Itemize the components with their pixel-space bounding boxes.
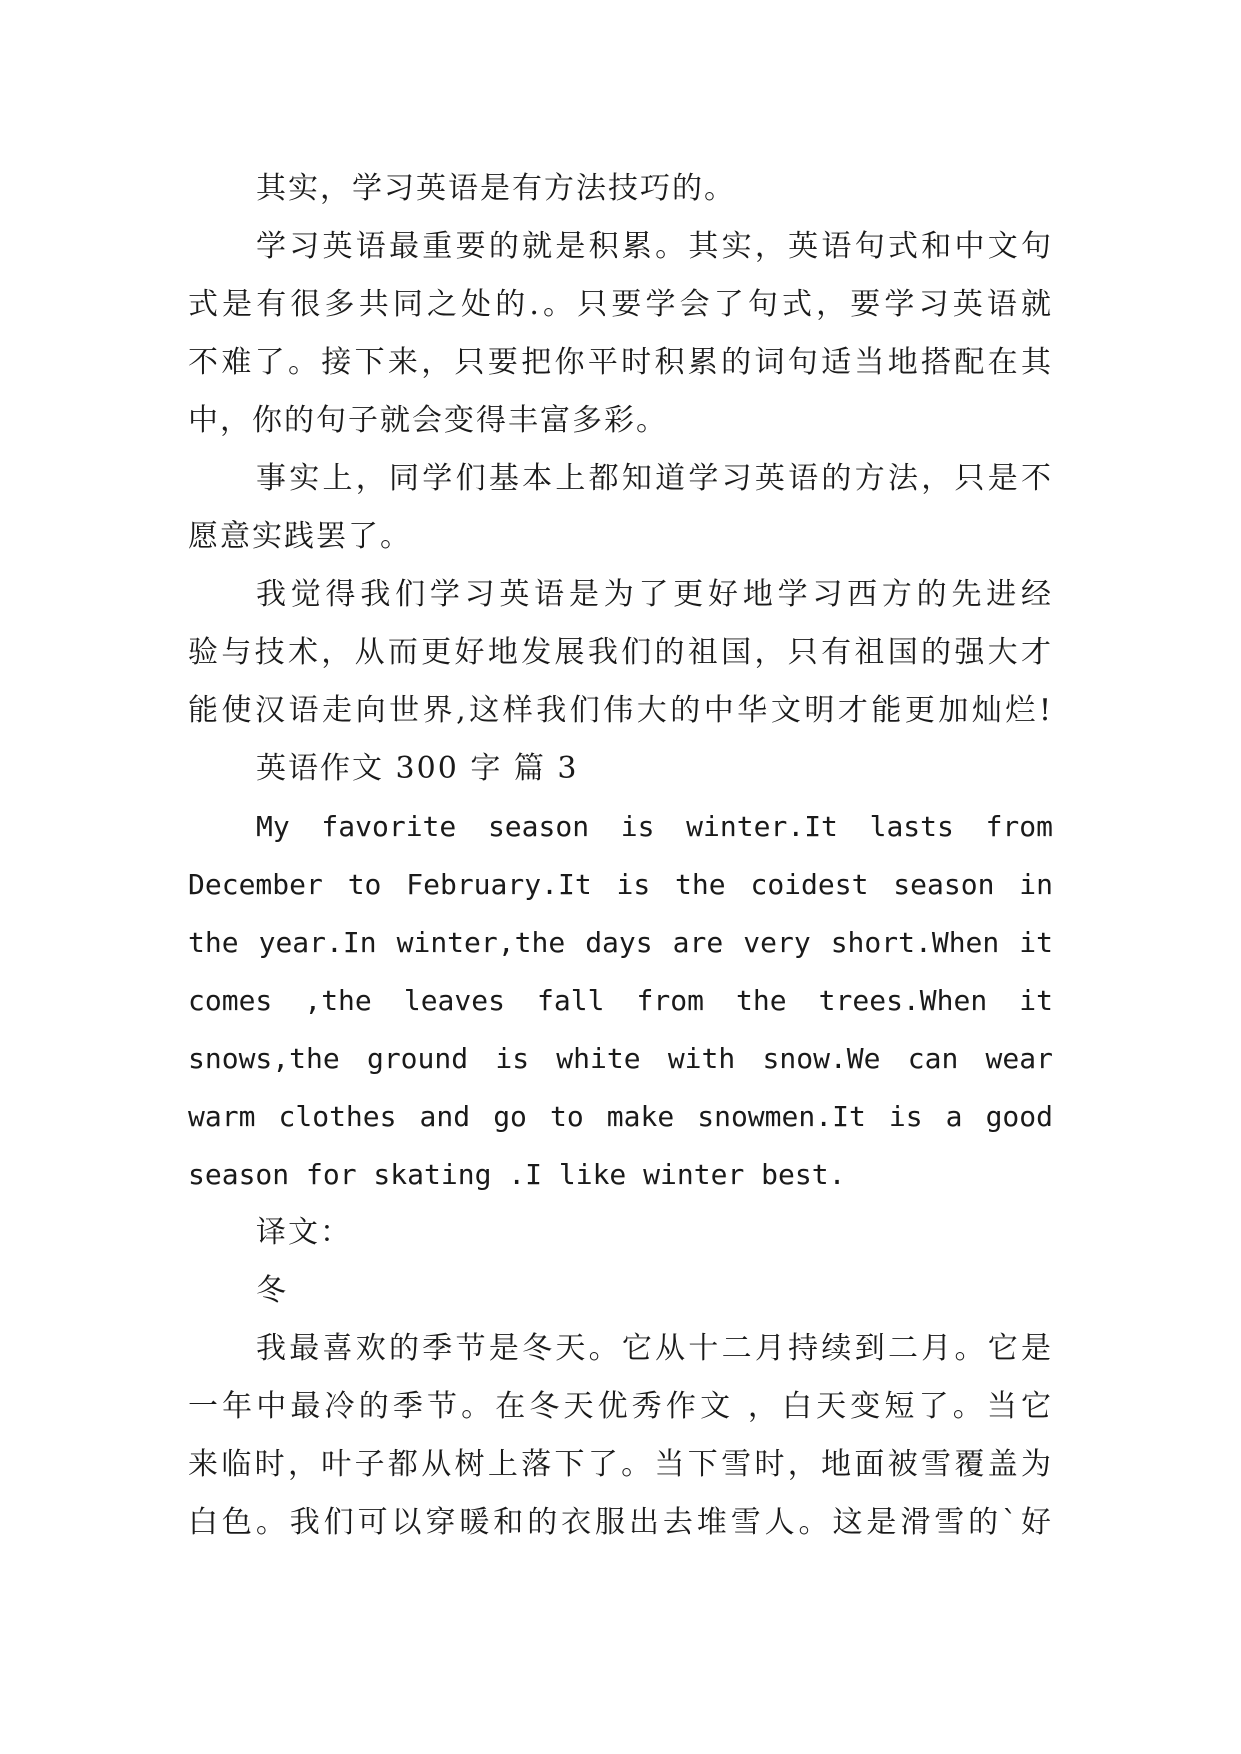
translation-title: 冬 bbox=[256, 1273, 288, 1308]
translation-label: 译文： bbox=[256, 1215, 352, 1250]
text-line: warm clothes and go to make snowmen.It is a good bbox=[188, 1100, 1053, 1133]
text-line: 事实上，同学们基本上都知道学习英语的方法，只是不 bbox=[256, 461, 1053, 496]
text-line: 白色。我们可以穿暖和的衣服出去堆雪人。这是滑雪的`好 bbox=[188, 1505, 1053, 1540]
text-line: 一年中最冷的季节。在冬天优秀作文 ，白天变短了。当它 bbox=[188, 1389, 1053, 1424]
text-line: 学习英语最重要的就是积累。其实，英语句式和中文句 bbox=[256, 229, 1053, 264]
text-line: 不难了。接下来，只要把你平时积累的词句适当地搭配在其 bbox=[188, 345, 1053, 380]
text-line: 我最喜欢的季节是冬天。它从十二月持续到二月。它是 bbox=[256, 1331, 1053, 1366]
text-line: 中，你的句子就会变得丰富多彩。 bbox=[188, 403, 668, 438]
text-line: snows,the ground is white with snow.We can wear bbox=[188, 1042, 1053, 1075]
text-line: season for skating .I like winter best. bbox=[188, 1158, 846, 1191]
text-line: comes ,the leaves fall from the trees.When it bbox=[188, 984, 1053, 1017]
text-line: 愿意实践罢了。 bbox=[188, 519, 412, 554]
text-line: the year.In winter,the days are very short.When it bbox=[188, 926, 1053, 959]
text-line: 能使汉语走向世界,这样我们伟大的中华文明才能更加灿烂! bbox=[188, 693, 1053, 728]
section-heading: 英语作文 300 字 篇 3 bbox=[256, 751, 579, 786]
text-line: 验与技术，从而更好地发展我们的祖国，只有祖国的强大才 bbox=[188, 635, 1053, 670]
text-line: My favorite season is winter.It lasts from bbox=[256, 810, 1053, 843]
text-line: 式是有很多共同之处的.。只要学会了句式，要学习英语就 bbox=[188, 287, 1053, 322]
text-line: 来临时，叶子都从树上落下了。当下雪时，地面被雪覆盖为 bbox=[188, 1447, 1053, 1482]
document-page bbox=[188, 160, 1053, 1552]
text-line: 其实，学习英语是有方法技巧的。 bbox=[256, 171, 736, 206]
text-line: December to February.It is the coidest season in bbox=[188, 868, 1053, 901]
text-line: 我觉得我们学习英语是为了更好地学习西方的先进经 bbox=[256, 577, 1053, 612]
